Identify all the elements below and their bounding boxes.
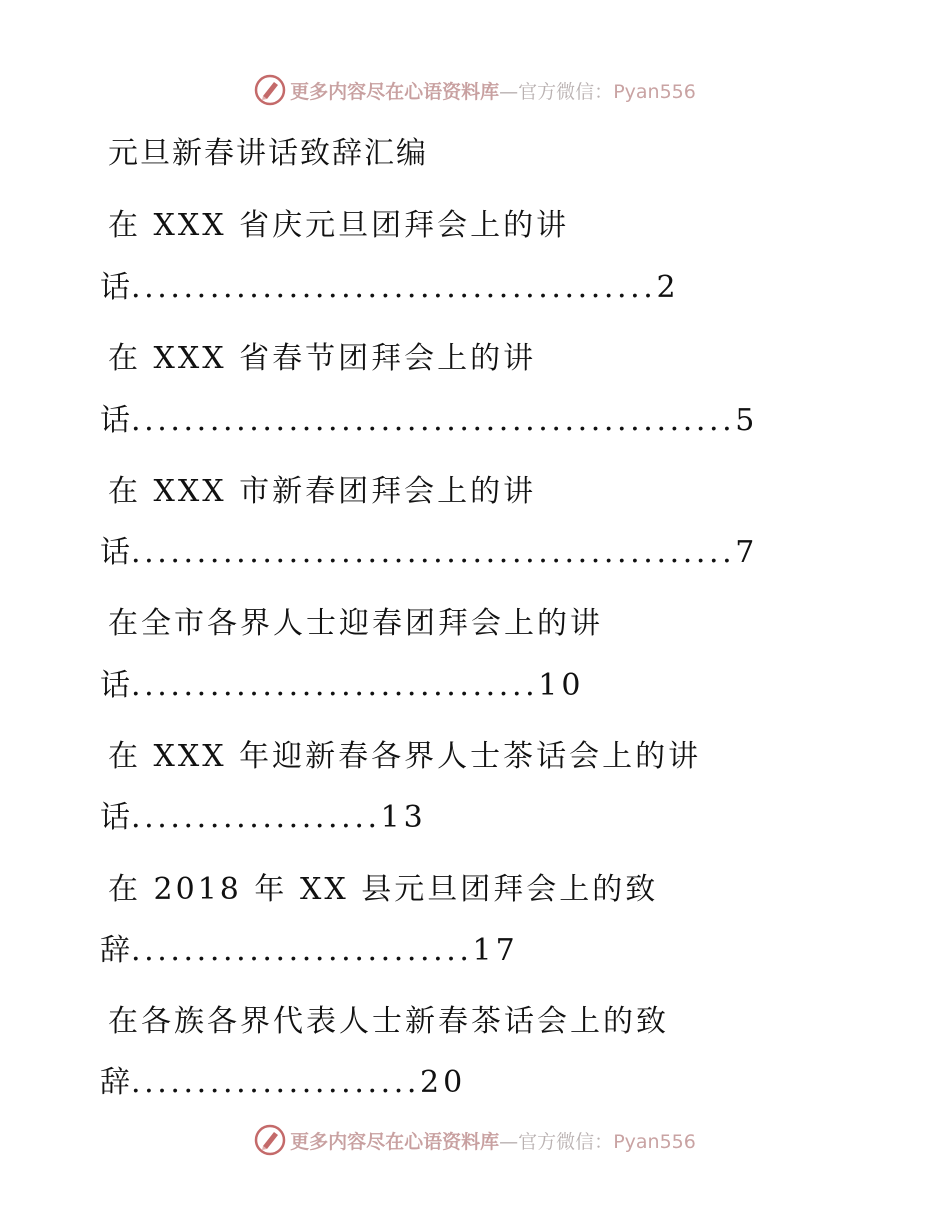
toc-page-number: 10 xyxy=(538,668,585,703)
toc-entry-title: 在 XXX 省庆元旦团拜会上的讲 xyxy=(108,208,570,243)
watermark-brand: 更多内容尽在心语资料库 xyxy=(290,1130,500,1153)
watermark-text xyxy=(290,77,696,104)
watermark-brand: 更多内容尽在心语资料库 xyxy=(290,80,500,103)
toc-lead-char: 话 xyxy=(100,270,131,305)
toc-entry-title: 在 2018 年 XX 县元旦团拜会上的致 xyxy=(108,872,659,907)
toc-entry-title: 在 XXX 省春节团拜会上的讲 xyxy=(108,341,537,376)
toc-entry-leader xyxy=(100,660,584,704)
pen-logo-icon xyxy=(254,1124,286,1156)
toc-lead-char: 话 xyxy=(100,535,131,570)
watermark-account: Pyan556 xyxy=(613,1130,696,1153)
toc-dots: ........................................ xyxy=(131,270,657,305)
watermark-separator: — xyxy=(499,80,519,103)
toc-lead-char: 话 xyxy=(100,800,131,835)
toc-entry-title: 在各族各界代表人士新春茶话会上的致 xyxy=(108,1004,669,1039)
toc-entry-title: 在全市各界人士迎春团拜会上的讲 xyxy=(108,606,603,641)
toc-lead-char: 辞 xyxy=(100,1065,131,1100)
toc-lead-char: 辞 xyxy=(100,933,131,968)
toc-dots: .......................... xyxy=(131,933,473,968)
toc-entry-title: 在 XXX 年迎新春各界人士茶话会上的讲 xyxy=(108,739,702,774)
toc-page-number: 13 xyxy=(380,800,427,835)
toc-lead-char: 话 xyxy=(100,403,131,438)
pen-logo-icon xyxy=(254,74,286,106)
toc-entry-leader xyxy=(100,792,427,836)
toc-dots: ...................... xyxy=(131,1065,420,1100)
toc-entry-leader xyxy=(100,1057,466,1101)
toc-dots: .............................................. xyxy=(131,535,736,570)
toc-page-number: 7 xyxy=(735,535,759,570)
toc-entry-leader xyxy=(100,395,758,439)
header-watermark xyxy=(0,70,950,110)
toc-lead-char: 话 xyxy=(100,668,131,703)
watermark-text xyxy=(290,1127,696,1154)
toc-entry-leader xyxy=(100,527,758,571)
toc-entry-leader xyxy=(100,925,519,969)
toc-entry-title: 在 XXX 市新春团拜会上的讲 xyxy=(108,474,537,509)
toc-entry-leader xyxy=(100,262,680,306)
watermark-channel: 官方微信： xyxy=(518,80,614,103)
toc-page-number: 20 xyxy=(420,1065,467,1100)
toc-page-number: 17 xyxy=(472,933,519,968)
toc-dots: .............................................. xyxy=(131,403,736,438)
watermark-account: Pyan556 xyxy=(613,80,696,103)
toc-dots: ............................... xyxy=(131,668,539,703)
toc-page-number: 5 xyxy=(735,403,759,438)
footer-watermark xyxy=(0,1120,950,1160)
watermark-separator: — xyxy=(499,1130,519,1153)
toc-page-number: 2 xyxy=(656,270,680,305)
watermark-channel: 官方微信： xyxy=(518,1130,614,1153)
toc-dots: ................... xyxy=(131,800,381,835)
document-title: 元旦新春讲话致辞汇编 xyxy=(108,136,428,171)
